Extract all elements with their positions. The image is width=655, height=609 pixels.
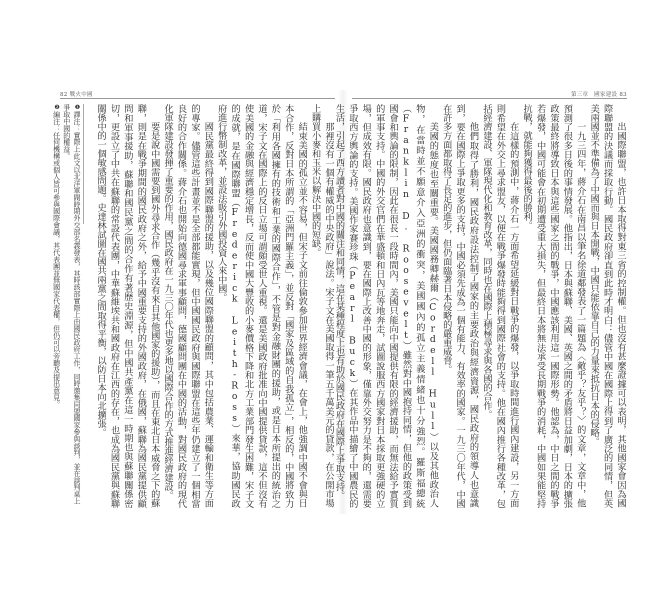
right-header-rule [352,98,627,99]
right-paragraph-4: 他們取得了勝利，國民政府設法控制了國家的主要政治與經濟資源，國民政府的領導人也意識到，要在國際上爭取更多的支持，中國必須先成為一個有能力、有效率的國家。一九三〇年代，中國在許多方面都取得了長足的進步，但仍面臨著日本侵略的嚴重威脅。 [440,104,479,508]
notes-divider [83,104,84,224]
right-page [333,92,627,512]
left-header-rule [60,98,335,99]
left-page [52,92,335,512]
right-paragraph-5: 美國的態度也至關重要。美國國務卿赫爾（Cordell Hull）以及其他政治人物，在當時並不願意介入亞洲的衝突，美國國內的孤立主義情緒也十分強烈。羅斯福總統（Franklin D. Roosevelt）雖然對中國抱持同情，但他的政策受到國會和輿論的限制，因此在很長一段時間內，美國只能向中國提供有限的經濟援助，而無法給予實質的軍事支持。中國的外交官們在華盛頓和日內瓦等地奔走，試圖說服西方國家對日本採取更強硬的立場，但成效有限。國民政府也意識到，要在國際上改善中國的形象，僅靠外交努力是不夠的，還需要爭取西方輿論的支持。美國作家賽珍珠（Pearl Buck）在其作品中描繪了中國農民的生活，引起了西方讀者對中國的關注和同情，這在某種程度上也有助於國民政府在國際上爭取支持。 [333,104,439,508]
right-body-text [333,104,627,508]
left-paragraph-3: 國民黨最終得到國際聯盟的援助，以及幾位國際聯盟的顧問，其中包括農業、運輸和衛生等方面的專家。儘管這些計畫並不是全部都能實現，但中國國民政府與國際聯盟在這些年仍建立了一個相當良好的合作關係。蔣介石也開始向德國尋求軍事顧問，德國顧問團在中國的活動，對國民政府的現代化軍隊建設發揮了重要的作用，國民政府在一九三〇年代也更多地以國際合作的方式推進經濟建設。 [162,104,214,508]
right-running-head: 第三章 國家建設 83 [570,92,627,98]
right-paragraph-3: 在這樣的預測中，蔣介石一方面希望延緩對日戰爭的爆發，以爭取時間進行國內建設，另一方面則希望在外交上尋求盟友，以便在戰爭爆發時能夠得到國際社會的支持。他在國內推行各種改革，包括經濟建設、軍隊現代化和教育改革，同時也在國際上積極尋求與各國的合作。 [480,104,519,508]
left-paragraph-4: 要是說中國需要到國外尋求合作（幾乎沒有來自其他國家的援助），而且在東北日本威脅之下的蘇聯，則是在戰爭期間的國民政府之外，給予中國重要支持的外國政府，在俄國，蘇聯為國民黨提供顧問和軍事援助，蘇聯和國民黨之間的合作有著歷史淵源，但中國共產黨在這一時期也與蘇聯關係密切，更設立了中共在蘇聯的常設代表團，中華蘇維埃共和國政府在江西的存在，也成為國民黨與蘇聯關係中的一個敏感問題。史達林試圖在國共兩黨之間取得平衡，以防日本向北擴張。 [95,104,160,508]
footnote-1-text: 譯注：實際上此文以北洋軍閥時期外交部名義發表，其時該部實際上由國民政府工作，同時邀集同盟國家參與談判，並在談判桌上爭取中國的權益。 [62,104,81,505]
left-paragraph-2: 結束美國的孤立並不容易，但宋子文前往倫敦參加世界經濟會議，在會上，他強調中國不會與日本合作，反對日本所謂的「亞洲門羅主義」，並反對「國家及區域的自我孤立」，相反的，中國將致力於「利用各國擁有的技術和工業的國際合作」，不管是對金融財團的援助，或是日本所提出的統治之道，宋子文在國際上的反日立場可謂頗受世人重視。還是美國政府批准向中國提供貸款，這不但沒有使美國的金融與經濟穩定增長，反而使中國大豐收的小麥價格下降和北方工業部門發生困難，宋子文的成就，是在國際聯盟（Frederick Leith-Ross）來華，協助國民政府進行幣制改革，並設法吸引外國投資人來中國。 [215,104,308,508]
footnote-2-text: 編注：任何機構或個人皆可參與國際會議，其代表團並無國家代表權，但仍可以旁聽及提出意見。 [52,110,61,408]
left-running-head: 82 戰火中國 [60,92,93,98]
right-paragraph-2: 一九三四年，蔣介石在南昌以筆名徐道鄰發表了一篇題為〈敵乎？友乎？〉的文章，文章中，他預測了很多日後的事情發展。他指出，日本與蘇聯、美國、英國之間的矛盾將日益加劇，日本的擴張政策最終將導致日本與這些國家之間的戰爭，中國應該利用這一國際形勢。他認為，中日之間的戰爭若爆發，中國可能會在初期遭受重大損失，但最終日本將無法承受長期戰爭的消耗，中國如果能堅持抗戰，就能夠獲得最後的勝利。 [521,104,586,508]
footnote-marker-icon: ❷ [53,104,61,111]
right-paragraph-1: 出國際聯盟，也許日本取得對東三省的控制權。但也沒有甚麼證據可以表明，其他國家會因為國際聯盟的決議而採取行動。國民政府卻直到此時才明白：儘管中國在國際上得到了廣泛的同情，但英美兩國並不準備為了中國而與日本開戰，中國只能依靠自己的力量來抵抗日本的侵略。 [588,104,626,508]
left-paragraph-1: 那裡沒有一個有權威的中央政府」說法。宋子文在美國取得一筆五千萬美元的貸款，在公開市場上購買小麥和玉米以解決中國的短缺。 [309,104,334,508]
footnote-1 [62,104,82,508]
footnotes [52,104,82,508]
footnote-2 [51,104,61,508]
footnote-marker-icon: ❶ [74,104,81,111]
left-body-text [84,104,335,508]
